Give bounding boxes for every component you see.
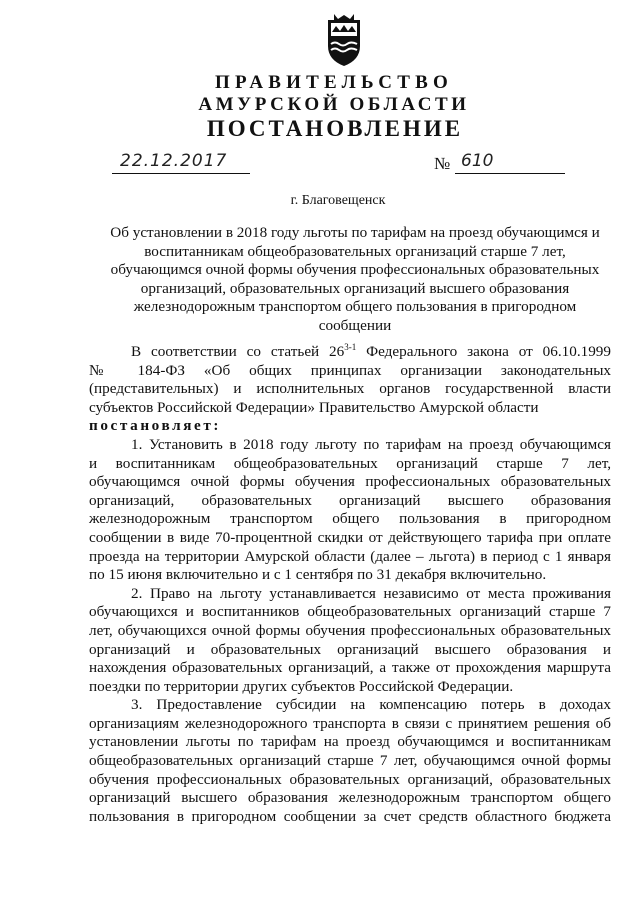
amur-coat-of-arms-icon (322, 14, 366, 68)
preamble-line: (представительных) и исполнительных органов государственной власти (89, 380, 611, 398)
title-line: организаций, образовательных организаций высшего образования (140, 279, 570, 297)
document-date: 22.12.2017 (112, 150, 250, 174)
title-line: Об установлении в 2018 году льготы по тарифам на проезд обучающимся и (110, 224, 600, 241)
item-3-line: пользования в пригородном сообщении за счет средств областного бюджета (89, 807, 611, 825)
title-line: обучающимся очной формы обучения профессиональных образовательных (110, 261, 600, 279)
item-3-line: организаций высшего образования железнодорожным транспортом общего (89, 789, 611, 807)
preamble-line: № 184-ФЗ «Об общих принципах организации законодательных (89, 361, 611, 379)
item-3-line: 3. Предоставление субсидии на компенсацию потерь в доходах (131, 696, 611, 714)
item-3-line: обучения профессиональных образовательных организаций, образовательных (89, 770, 611, 788)
item-2-line: нахождения образовательных организаций, а также от прохождения маршрута (89, 659, 611, 677)
item-1-line: по 15 июня включительно и с 1 сентября по 31 декабря включительно. (89, 566, 547, 584)
title-line: воспитанникам общеобразовательных организаций старше 7 лет, (144, 242, 566, 260)
city: г. Благовещенск (290, 193, 386, 208)
item-1-line: проезда на территории Амурской области (далее – льгота) в период с 1 января (89, 547, 611, 565)
item-1-line: 1. Установить в 2018 году льготу по тарифам на проезд обучающимся (131, 435, 611, 453)
item-2-line: 2. Право на льготу устанавливается независимо от места проживания (131, 584, 611, 602)
number-label: № (434, 154, 451, 173)
decides-keyword: постановляет: (89, 417, 222, 435)
item-2-line: организаций и образовательных организаций высшего образования и (89, 640, 611, 658)
item-1-line: сообщении в виде 70-процентной скидки от действующего тарифа при оплате (89, 528, 611, 546)
preamble-text: В соответствии со статьей 26 (131, 343, 345, 360)
item-2-line: поездки по территории других субъектов Российской Федерации. (89, 677, 514, 695)
title-line: железнодорожным транспортом общего пользования в пригородном (133, 298, 577, 316)
preamble-line (89, 343, 611, 362)
preamble-line: субъектов Российской Федерации» Правительство Амурской области (89, 398, 539, 416)
item-1-line: обучающимся очной формы обучения профессиональных образовательных (89, 473, 611, 491)
title-line: сообщении (318, 316, 392, 334)
item-2-line: лет, обучающихся очной формы обучения профессиональных образовательных (89, 621, 611, 639)
item-3-line: организациям железнодорожного транспорта в связи с принятием решения об (89, 714, 611, 732)
document-body (89, 343, 611, 826)
item-3-line: общеобразовательных организаций старше 7 лет, обучающимся очной формы (89, 752, 611, 770)
government-name-line2: АМУРСКОЙ ОБЛАСТИ (198, 94, 470, 115)
preamble-text: Федерального закона от 06.10.1999 (356, 343, 611, 360)
document-type: ПОСТАНОВЛЕНИЕ (206, 116, 464, 141)
item-1-line: организаций, образовательных организаций высшего образования (89, 491, 611, 509)
item-2-line: обучающихся и воспитанников общеобразовательных организаций старше 7 (89, 603, 611, 621)
item-3-line: установлении льготы по тарифам на проезд обучающимся и воспитанникам (89, 733, 611, 751)
government-name-line1: ПРАВИТЕЛЬСТВО (215, 72, 453, 93)
item-1-line: и воспитанникам общеобразовательных организаций старше 7 лет, (89, 454, 611, 472)
document-number: 610 (455, 150, 565, 174)
superscript: 3-1 (344, 341, 357, 352)
item-1-line: железнодорожным транспортом общего пользования в пригородном (89, 510, 611, 528)
document-title (100, 224, 610, 336)
